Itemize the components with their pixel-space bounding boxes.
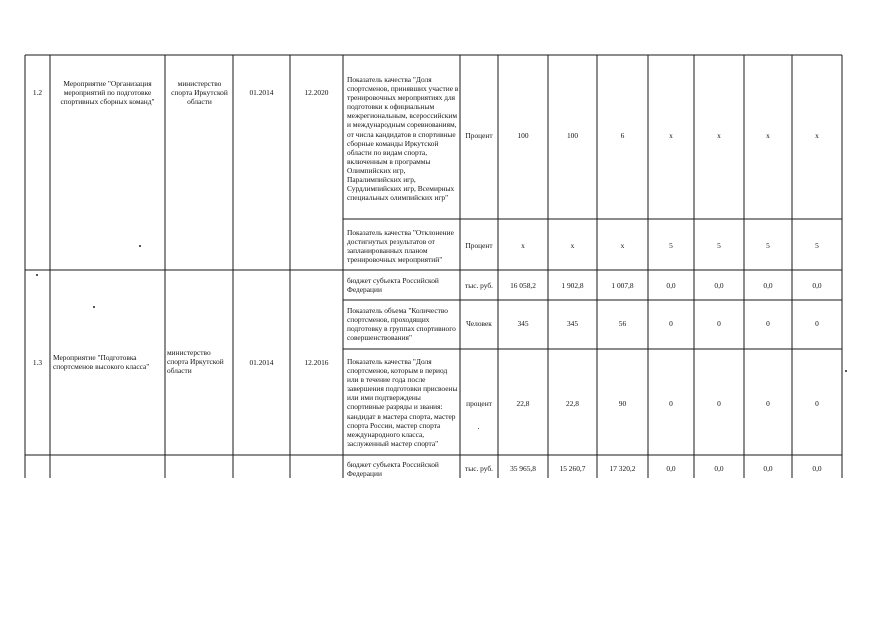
value-cell: 5 (815, 241, 819, 250)
event-name: Мероприятие "Организация мероприятий по подготовке спортивных сборных команд" (60, 79, 155, 107)
event-name: Мероприятие "Подготовка спортсменов высокого класса" (53, 353, 150, 372)
indicator-name: бюджет субъекта Российской Федерации (347, 276, 439, 295)
value-cell: x (717, 131, 721, 140)
start-date: 01.2014 (249, 88, 274, 97)
row-number: 1.3 (32, 358, 43, 367)
scan-speck (139, 245, 141, 247)
value-cell: 0,0 (812, 464, 822, 473)
value-cell: x (521, 241, 525, 250)
row-number: 1.2 (32, 88, 43, 97)
indicator-unit: Процент (465, 241, 493, 250)
value-cell: 0,0 (666, 281, 676, 290)
value-cell: 56 (618, 319, 627, 328)
end-date: 12.2016 (304, 358, 329, 367)
value-cell: 0 (766, 399, 770, 408)
value-cell: x (766, 131, 770, 140)
value-cell: 0 (717, 319, 721, 328)
value-cell: 0,0 (714, 464, 724, 473)
indicator-name: Показатель качества "Отклонение достигнутых результатов от запланированных планом тренировочных мероприятий" (347, 228, 454, 265)
value-cell: 1 007,8 (611, 281, 634, 290)
end-date: 12.2020 (304, 88, 329, 97)
value-cell: 0,0 (812, 281, 822, 290)
value-cell: 345 (517, 319, 529, 328)
indicator-name: Показатель объема "Количество спортсменов, проходящих подготовку в группах спортивного совершенствования" (347, 306, 456, 343)
value-cell: 0,0 (763, 464, 773, 473)
value-cell: 90 (618, 399, 627, 408)
scan-speck (93, 306, 95, 308)
value-cell: 0 (815, 399, 819, 408)
value-cell: 16 058,2 (510, 281, 536, 290)
scan-speck (36, 274, 38, 276)
scan-speck (845, 370, 847, 372)
indicator-name: Показатель качества "Доля спортсменов, принявших участие в тренировочных мероприятиях для подготовки к официальным межрегиональным, всероссийским и международным соревнованиям, от числа кандидатов в спортивные сборные команды Иркутской области по видам спорта, включенным в программы Олимпийских игр, Паралимпийских игр, Сурдлимпийских игр, Всемирных специальных олимпийских игр" (347, 75, 459, 203)
value-cell: x (570, 241, 575, 250)
indicator-unit: тыс. руб. (465, 281, 493, 290)
executor: министерство спорта Иркутской области (167, 348, 224, 376)
value-cell: 0,0 (714, 281, 724, 290)
value-cell: 0 (717, 399, 721, 408)
value-cell: 100 (566, 131, 579, 140)
value-cell: 0,0 (763, 281, 773, 290)
indicator-name: бюджет субъекта Российской Федерации (347, 460, 439, 479)
value-cell: 0 (669, 399, 673, 408)
value-cell: 22,8 (566, 399, 579, 408)
start-date: 01.2014 (249, 358, 274, 367)
value-cell: 6 (620, 131, 625, 140)
value-cell: 15 260,7 (559, 464, 586, 473)
value-cell: 1 902,8 (561, 281, 584, 290)
value-cell: 0 (815, 319, 819, 328)
indicator-unit: Человек (466, 319, 492, 328)
value-cell: 345 (566, 319, 579, 328)
value-cell: 0,0 (666, 464, 676, 473)
value-cell: 100 (517, 131, 529, 140)
value-cell: x (669, 131, 673, 140)
value-cell: 0 (766, 319, 770, 328)
value-cell: 0 (669, 319, 673, 328)
executor: министерство спорта Иркутской области (171, 79, 228, 107)
value-cell: 35 965,8 (510, 464, 536, 473)
value-cell: 5 (669, 241, 673, 250)
scan-speck (478, 428, 479, 429)
value-cell: 17 320,2 (609, 464, 636, 473)
value-cell: 5 (766, 241, 770, 250)
value-cell: x (815, 131, 819, 140)
indicator-unit: тыс. руб. (465, 464, 493, 473)
indicator-unit: Процент (465, 131, 493, 140)
value-cell: 22,8 (516, 399, 530, 408)
value-cell: x (620, 241, 625, 250)
indicator-name: Показатель качества "Доля спортсменов, которым в период или в течение года после завершения подготовки присвоены или ими подтверждены спортивные разряды и звания: кандидат в мастера спорта, мастер спорта России, мастер спорта международного класса, заслуженный мастер спорта" (347, 357, 458, 448)
indicator-unit: процент (466, 399, 492, 408)
value-cell: 5 (717, 241, 721, 250)
